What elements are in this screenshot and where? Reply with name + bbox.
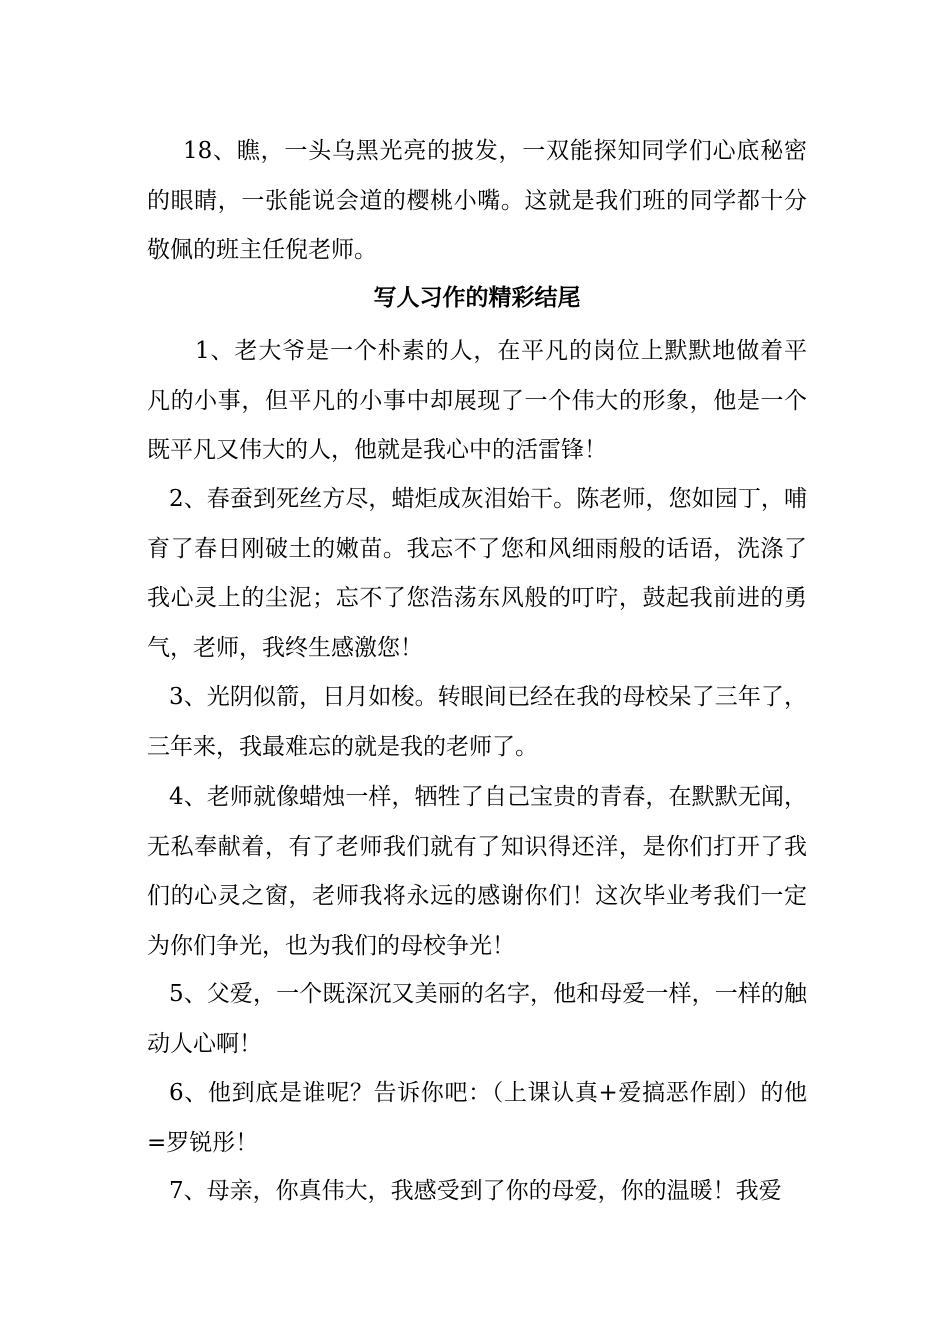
paragraph-1: 1、老大爷是一个朴素的人，在平凡的岗位上默默地做着平凡的小事，但平凡的小事中却展现了一个伟大的形象，他是一个既平凡又伟大的人，他就是我心中的活雷锋！: [147, 338, 807, 463]
paragraph-4: 4、老师就像蜡烛一样，牺牲了自己宝贵的青春，在默默无闻，无私奉献着，有了老师我们就有了知识得还洋，是你们打开了我们的心灵之窗，老师我将永远的感谢你们！这次毕业考我们一定为你们争光，也为我们的母校争光！: [147, 784, 807, 959]
paragraph-7: 7、母亲，你真伟大，我感受到了你的母爱，你的温暖！我爱: [169, 1178, 782, 1204]
intro-paragraph: 18、瞧，一头乌黑光亮的披发，一双能探知同学们心底秘密的眼睛，一张能说会道的樱桃小嘴。这就是我们班的同学都十分敬佩的班主任倪老师。: [147, 138, 807, 263]
paragraph-3: 3、光阴似箭，日月如梭。转眼间已经在我的母校呆了三年了，三年来，我最难忘的就是我的老师了。: [147, 684, 807, 760]
paragraph-2: 2、春蚕到死丝方尽，蜡炬成灰泪始干。陈老师，您如园丁，哺育了春日刚破土的嫩苗。我忘不了您和风细雨般的话语，洗涤了我心灵上的尘泥；忘不了您浩荡东风般的叮咛，鼓起我前进的勇气，老师，我终生感激您！: [147, 486, 807, 661]
paragraph-6: 6、他到底是谁呢？告诉你吧：（上课认真+爱搞恶作剧）的他=罗锐彤！: [147, 1080, 807, 1156]
section-title: 写人习作的精彩结尾: [373, 285, 581, 311]
paragraph-5: 5、父爱，一个既深沉又美丽的名字，他和母爱一样，一样的触动人心啊！: [147, 981, 807, 1057]
